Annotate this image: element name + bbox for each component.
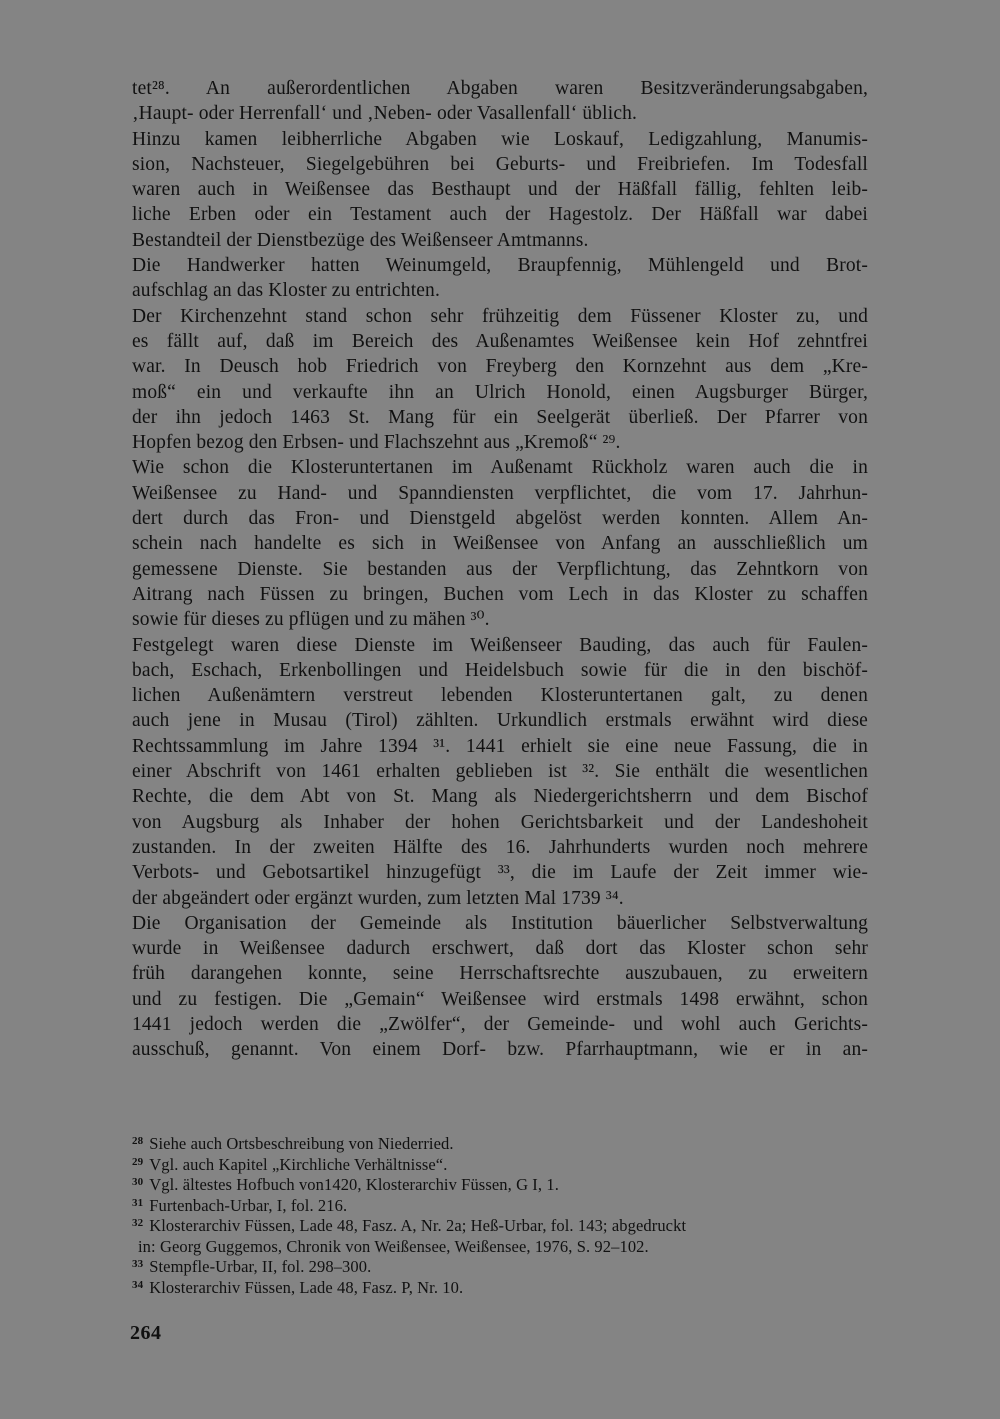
footnote <box>132 1213 872 1234</box>
footnote <box>132 1193 872 1214</box>
text-line: sowie für dieses zu pflügen und zu mähen ³⁰. <box>132 609 490 631</box>
footnote-text: Klosterarchiv Füssen, Lade 48, Fasz. P, Nr. 10. <box>149 1277 464 1297</box>
footnote-number: 33 <box>132 1258 144 1270</box>
footnote-text: Furtenbach-Urbar, I, fol. 216. <box>149 1195 348 1215</box>
text-line: auch jene in Musau (Tirol) zählten. Urkundlich erstmals erwähnt wird diese <box>132 710 868 732</box>
text-line: Der Kirchenzehnt stand schon sehr frühzeitig dem Füssener Kloster zu, und <box>132 305 868 327</box>
footnote-text: Vgl. ältestes Hofbuch von1420, Klosterarchiv Füssen, G I, 1. <box>149 1175 559 1194</box>
text-line: sion, Nachsteuer, Siegelgebühren bei Geburts- und Freibriefen. Im Todesfall <box>132 153 868 175</box>
text-line: tet²⁸. An außerordentlichen Abgaben waren Besitzveränderungsabgaben, <box>132 78 868 99</box>
text-line: gemessene Dienste. Sie bestanden aus der Verpflichtung, das Zehntkorn von <box>132 558 868 580</box>
text-line: Hopfen bezog den Erbsen- und Flachszehnt aus „Kremoß“ ²⁹. <box>132 432 621 454</box>
footnote-text: Klosterarchiv Füssen, Lade 48, Fasz. A, Nr. 2a; Heß-Urbar, fol. 143; abgedruckt <box>149 1216 687 1235</box>
text-line: Die Organisation der Gemeinde als Institution bäuerlicher Selbstverwaltung <box>132 912 868 934</box>
page-number: 264 <box>130 1322 162 1344</box>
footnote <box>132 1254 872 1275</box>
text-line: dert durch das Fron- und Dienstgeld abgelöst werden konnten. Allem An- <box>132 508 868 530</box>
text-line: liche Erben oder ein Testament auch der Hagestolz. Der Häßfall war dabei <box>132 204 868 226</box>
text-line: ausschuß, genannt. Von einem Dorf- bzw. Pfarrhauptmann, wie er in an- <box>132 1039 868 1061</box>
text-line: moß“ ein und verkaufte ihn an Ulrich Honold, einen Augsburger Bürger, <box>132 381 868 403</box>
text-line: Hinzu kamen leibherrliche Abgaben wie Loskauf, Ledigzahlung, Manumis- <box>132 128 868 150</box>
text-line: Aitrang nach Füssen zu bringen, Buchen vom Lech in das Kloster zu schaffen <box>132 583 868 605</box>
text-line: von Augsburg als Inhaber der hohen Gerichtsbarkeit und der Landeshoheit <box>132 811 868 833</box>
text-line: Weißensee zu Hand- und Spanndiensten verpflichtet, die vom 17. Jahrhun- <box>132 482 868 504</box>
footnote-number: 29 <box>132 1155 144 1168</box>
text-line: früh darangehen konnte, seine Herrschaftsrechte auszubauen, zu erweitern <box>132 963 868 985</box>
text-line: Wie schon die Klosteruntertanen im Außenamt Rückholz waren auch die in <box>132 457 868 479</box>
footnote-number: 30 <box>132 1176 144 1188</box>
footnote-text: Stempfle-Urbar, II, fol. 298–300. <box>149 1257 372 1276</box>
text-line: Rechtssammlung im Jahre 1394 ³¹. 1441 erhielt sie eine neue Fassung, die in <box>132 735 868 757</box>
text-line: der abgeändert oder ergänzt wurden, zum letzten Mal 1739 ³⁴. <box>132 887 624 909</box>
footnote <box>132 1152 872 1173</box>
footnote-number: 32 <box>132 1217 144 1229</box>
text-line: der ihn jedoch 1463 St. Mang für ein Seelgerät überließ. Der Pfarrer von <box>132 406 868 428</box>
footnote <box>132 1275 872 1296</box>
footnotes <box>132 1131 872 1295</box>
footnote <box>132 1131 872 1152</box>
text-line: war. In Deusch hob Friedrich von Freyberg den Kornzehnt aus dem „Kre- <box>132 356 868 378</box>
text-line: bach, Eschach, Erkenbollingen und Heidelsbuch sowie für die in den bischöf- <box>132 659 868 681</box>
footnote-text: in: Georg Guggemos, Chronik von Weißensee, Weißensee, 1976, S. 92–102. <box>138 1236 649 1256</box>
text-line: Bestandteil der Dienstbezüge des Weißenseer Amtmanns. <box>132 229 589 251</box>
text-line: 1441 jedoch werden die „Zwölfer“, der Gemeinde- und wohl auch Gerichts- <box>132 1013 868 1035</box>
footnote-number: 34 <box>132 1278 144 1291</box>
text-line: ‚Haupt- oder Herrenfall‘ und ‚Neben- oder Vasallenfall‘ üblich. <box>132 103 638 125</box>
text-line: wurde in Weißensee dadurch erschwert, daß dort das Kloster schon sehr <box>132 938 868 960</box>
footnote <box>132 1172 872 1193</box>
text-line: Rechte, die dem Abt von St. Mang als Niedergerichtsherrn und dem Bischof <box>132 786 868 808</box>
text-line: es fällt auf, daß im Bereich des Außenamtes Weißensee kein Hof zehntfrei <box>132 330 868 352</box>
text-line: Die Handwerker hatten Weinumgeld, Braupfennig, Mühlengeld und Brot- <box>132 255 868 277</box>
footnote-number: 31 <box>132 1196 144 1209</box>
footnote <box>132 1234 872 1255</box>
text-line: lichen Außenämtern verstreut lebenden Klosteruntertanen galt, zu denen <box>132 685 868 707</box>
text-line: schein nach handelte es sich in Weißensee von Anfang an ausschließlich um <box>132 533 868 555</box>
text-line: und zu festigen. Die „Gemain“ Weißensee wird erstmals 1498 erwähnt, schon <box>132 988 868 1010</box>
text-line: Festgelegt waren diese Dienste im Weißenseer Bauding, das auch für Faulen- <box>132 634 868 656</box>
text-line: aufschlag an das Kloster zu entrichten. <box>132 280 440 302</box>
text-line: einer Abschrift von 1461 erhalten geblieben ist ³². Sie enthält die wesentlichen <box>132 761 868 783</box>
text-line: zustanden. In der zweiten Hälfte des 16. Jahrhunderts wurden noch mehrere <box>132 836 868 858</box>
footnote-text: Vgl. auch Kapitel „Kirchliche Verhältnisse“. <box>149 1154 448 1174</box>
body-text <box>132 76 868 1063</box>
footnote-text: Siehe auch Ortsbeschreibung von Niederried. <box>149 1134 454 1153</box>
footnote-number: 28 <box>132 1135 144 1147</box>
text-line: waren auch in Weißensee das Besthaupt und der Häßfall fällig, fehlten leib- <box>132 179 868 201</box>
text-line: Verbots- und Gebotsartikel hinzugefügt ³³, die im Laufe der Zeit immer wie- <box>132 862 868 884</box>
